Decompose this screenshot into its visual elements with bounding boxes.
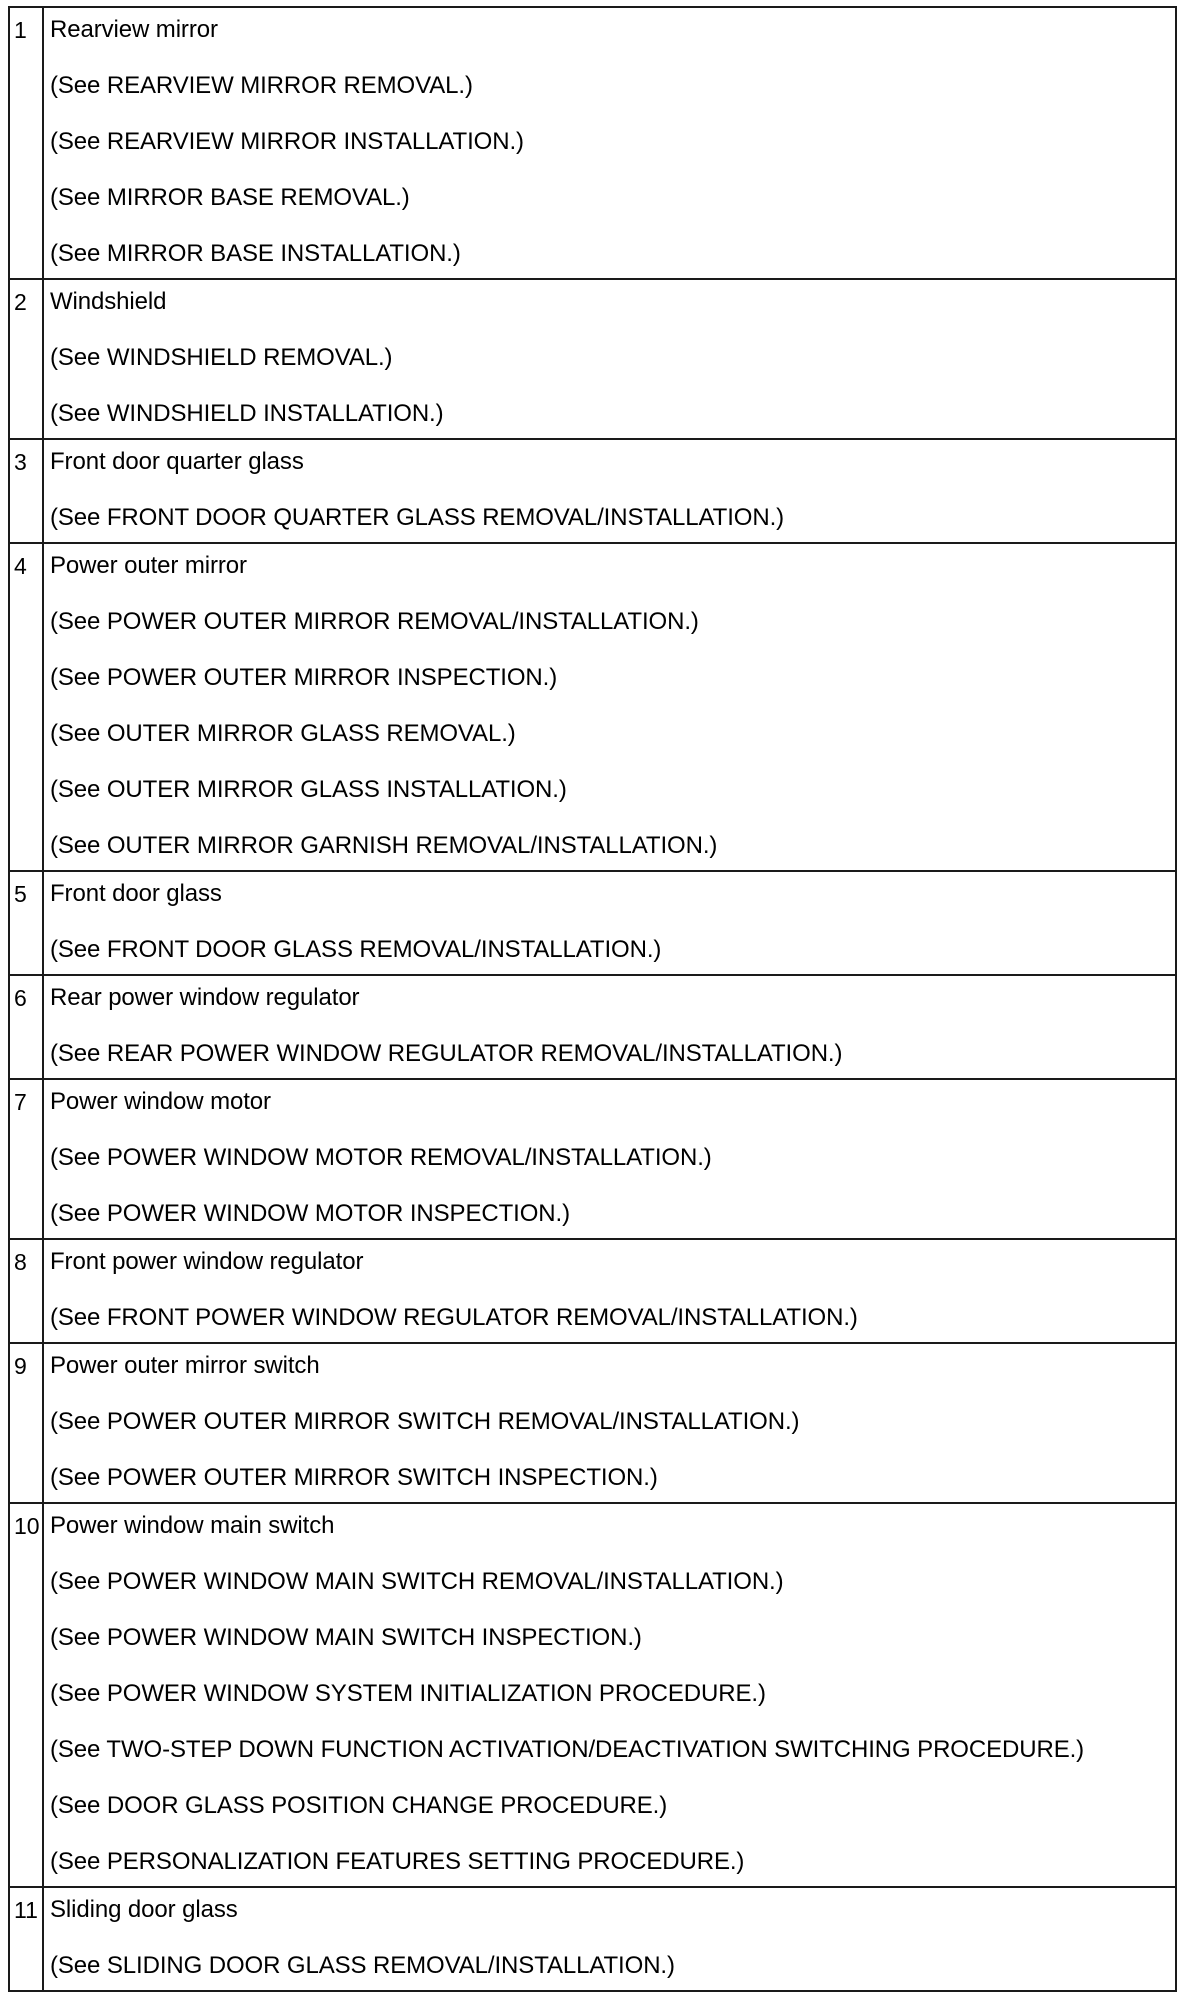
item-number: 2	[9, 279, 43, 439]
table-row	[9, 279, 1176, 439]
item-description	[43, 1503, 1176, 1887]
item-title: Front power window regulator	[50, 1248, 364, 1275]
procedure-reference-link[interactable]: (See MIRROR BASE INSTALLATION.)	[50, 240, 461, 267]
item-number: 10	[9, 1503, 43, 1887]
item-number: 9	[9, 1343, 43, 1503]
item-number: 6	[9, 975, 43, 1079]
procedure-reference-link[interactable]: (See TWO-STEP DOWN FUNCTION ACTIVATION/DEACTIVATION SWITCHING PROCEDURE.)	[50, 1736, 1085, 1763]
item-description	[43, 439, 1176, 543]
table-row	[9, 1239, 1176, 1343]
item-description	[43, 1343, 1176, 1503]
item-description	[43, 1887, 1176, 1991]
procedure-reference-link[interactable]: (See SLIDING DOOR GLASS REMOVAL/INSTALLATION.)	[50, 1952, 675, 1979]
procedure-reference-link[interactable]: (See POWER WINDOW SYSTEM INITIALIZATION PROCEDURE.)	[50, 1680, 766, 1707]
item-description	[43, 543, 1176, 871]
table-row	[9, 975, 1176, 1079]
table-body	[9, 7, 1176, 1991]
item-title: Rearview mirror	[50, 16, 218, 43]
item-number: 11	[9, 1887, 43, 1991]
table-row	[9, 1079, 1176, 1239]
parts-reference-table	[8, 6, 1177, 1992]
item-description	[43, 975, 1176, 1079]
procedure-reference-link[interactable]: (See REARVIEW MIRROR REMOVAL.)	[50, 72, 473, 99]
procedure-reference-link[interactable]: (See OUTER MIRROR GLASS INSTALLATION.)	[50, 776, 567, 803]
procedure-reference-link[interactable]: (See POWER WINDOW MAIN SWITCH INSPECTION.)	[50, 1624, 642, 1651]
procedure-reference-link[interactable]: (See FRONT DOOR QUARTER GLASS REMOVAL/INSTALLATION.)	[50, 504, 785, 531]
table-row	[9, 439, 1176, 543]
procedure-reference-link[interactable]: (See MIRROR BASE REMOVAL.)	[50, 184, 410, 211]
procedure-reference-link[interactable]: (See POWER WINDOW MAIN SWITCH REMOVAL/INSTALLATION.)	[50, 1568, 784, 1595]
item-title: Power outer mirror switch	[50, 1352, 320, 1379]
item-description	[43, 7, 1176, 279]
item-number: 8	[9, 1239, 43, 1343]
item-title: Windshield	[50, 288, 167, 315]
item-number: 3	[9, 439, 43, 543]
item-title: Front door glass	[50, 880, 222, 907]
procedure-reference-link[interactable]: (See POWER WINDOW MOTOR REMOVAL/INSTALLATION.)	[50, 1144, 712, 1171]
item-description	[43, 279, 1176, 439]
procedure-reference-link[interactable]: (See POWER OUTER MIRROR INSPECTION.)	[50, 664, 558, 691]
item-number: 5	[9, 871, 43, 975]
item-title: Sliding door glass	[50, 1896, 238, 1923]
procedure-reference-link[interactable]: (See POWER OUTER MIRROR SWITCH REMOVAL/INSTALLATION.)	[50, 1408, 800, 1435]
table-row	[9, 543, 1176, 871]
procedure-reference-link[interactable]: (See FRONT DOOR GLASS REMOVAL/INSTALLATION.)	[50, 936, 662, 963]
procedure-reference-link[interactable]: (See FRONT POWER WINDOW REGULATOR REMOVAL/INSTALLATION.)	[50, 1304, 858, 1331]
item-description	[43, 1239, 1176, 1343]
procedure-reference-link[interactable]: (See DOOR GLASS POSITION CHANGE PROCEDURE.)	[50, 1792, 668, 1819]
item-number: 4	[9, 543, 43, 871]
item-number: 7	[9, 1079, 43, 1239]
procedure-reference-link[interactable]: (See PERSONALIZATION FEATURES SETTING PROCEDURE.)	[50, 1848, 745, 1875]
procedure-reference-link[interactable]: (See REARVIEW MIRROR INSTALLATION.)	[50, 128, 524, 155]
procedure-reference-link[interactable]: (See POWER OUTER MIRROR SWITCH INSPECTION.)	[50, 1464, 658, 1491]
table-row	[9, 1343, 1176, 1503]
item-title: Power window main switch	[50, 1512, 335, 1539]
procedure-reference-link[interactable]: (See POWER OUTER MIRROR REMOVAL/INSTALLATION.)	[50, 608, 699, 635]
procedure-reference-link[interactable]: (See OUTER MIRROR GLASS REMOVAL.)	[50, 720, 516, 747]
item-title: Power window motor	[50, 1088, 271, 1115]
item-title: Rear power window regulator	[50, 984, 360, 1011]
item-description	[43, 871, 1176, 975]
item-title: Front door quarter glass	[50, 448, 304, 475]
table-row	[9, 1887, 1176, 1991]
procedure-reference-link[interactable]: (See REAR POWER WINDOW REGULATOR REMOVAL/INSTALLATION.)	[50, 1040, 843, 1067]
item-description	[43, 1079, 1176, 1239]
procedure-reference-link[interactable]: (See POWER WINDOW MOTOR INSPECTION.)	[50, 1200, 570, 1227]
procedure-reference-link[interactable]: (See WINDSHIELD INSTALLATION.)	[50, 400, 444, 427]
item-number: 1	[9, 7, 43, 279]
procedure-reference-link[interactable]: (See OUTER MIRROR GARNISH REMOVAL/INSTALLATION.)	[50, 832, 718, 859]
item-title: Power outer mirror	[50, 552, 247, 579]
procedure-reference-link[interactable]: (See WINDSHIELD REMOVAL.)	[50, 344, 393, 371]
table-row	[9, 871, 1176, 975]
table-row	[9, 7, 1176, 279]
table-row	[9, 1503, 1176, 1887]
